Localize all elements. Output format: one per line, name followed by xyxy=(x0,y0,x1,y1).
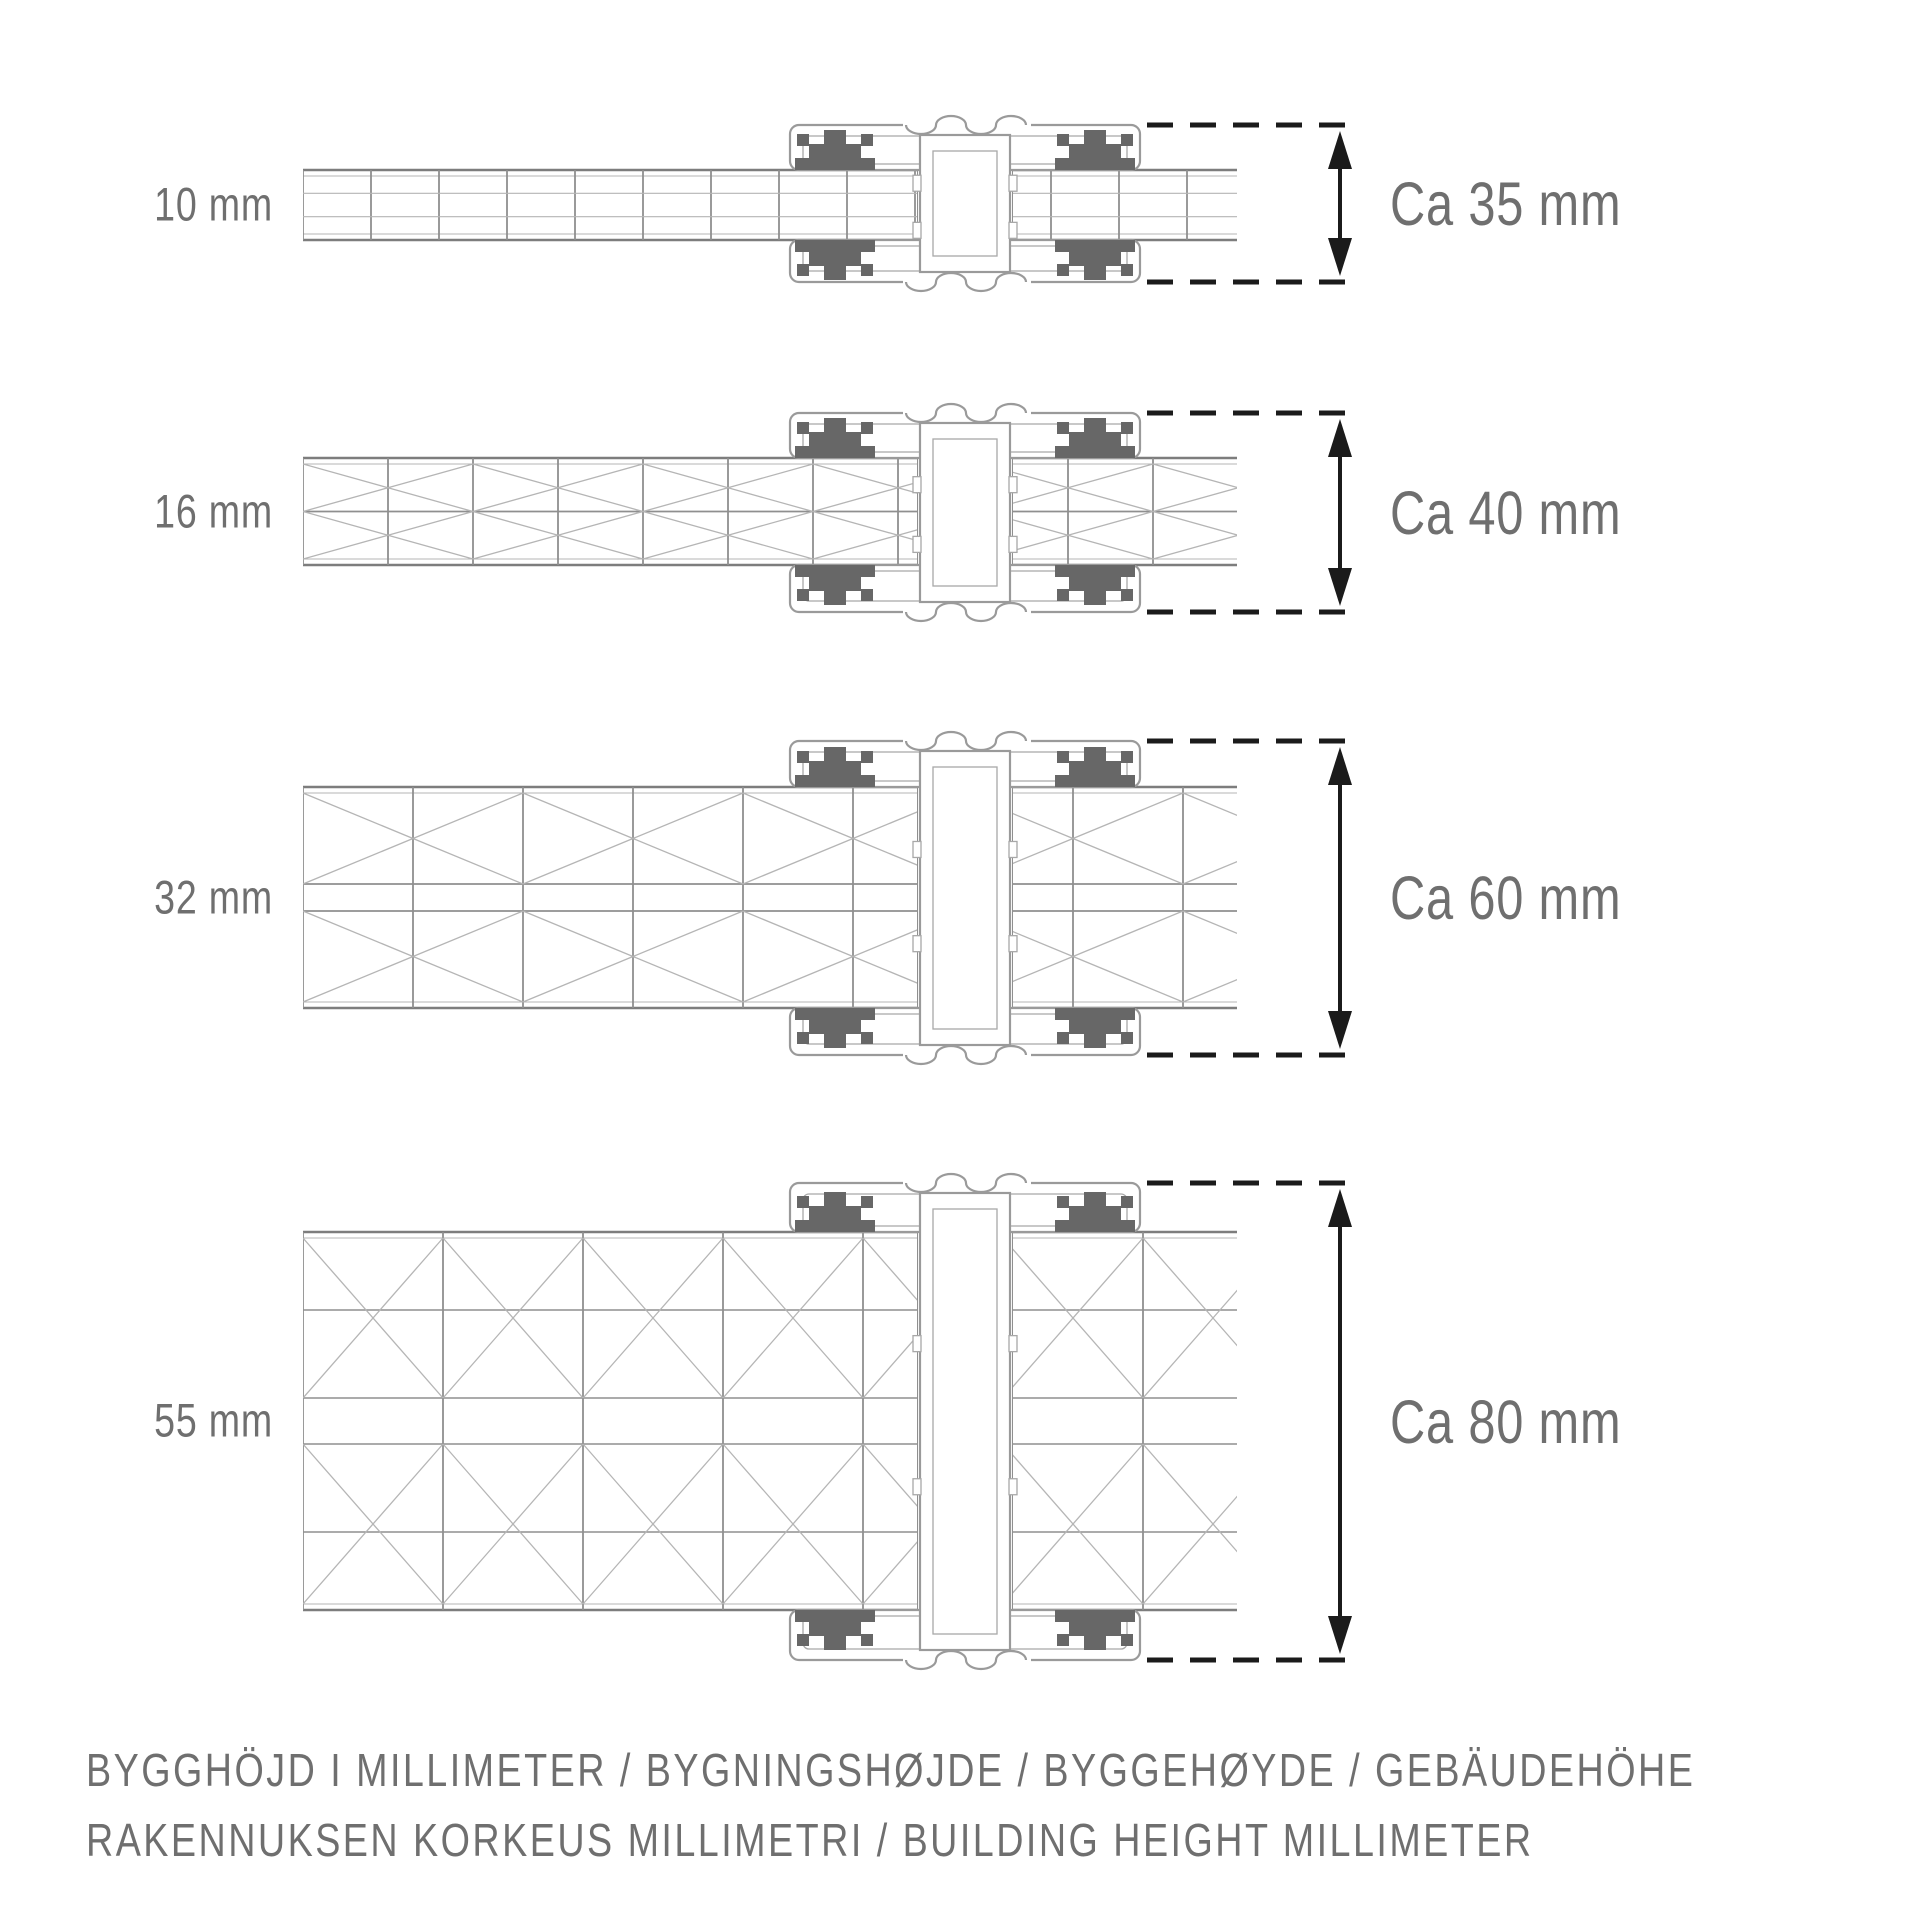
dimension-indicator-10mm xyxy=(1147,125,1362,282)
connector-profile-16mm xyxy=(790,404,1140,621)
height-dimension-label-row2: Ca 40 mm xyxy=(1390,478,1622,548)
dimension-indicator-55mm xyxy=(1147,1183,1362,1660)
connector-profile-32mm xyxy=(790,732,1140,1064)
thickness-label-row4: 55 mm xyxy=(154,1394,273,1448)
row-assembly-55mm xyxy=(303,1174,1362,1669)
thickness-label-row2: 16 mm xyxy=(154,485,273,539)
thickness-label-row1: 10 mm xyxy=(154,178,273,232)
height-dimension-label-row3: Ca 60 mm xyxy=(1390,863,1622,933)
caption-line-2: RAKENNUKSEN KORKEUS MILLIMETRI / BUILDING HEIGHT MILLIMETER xyxy=(86,1814,1534,1866)
connector-profile-10mm xyxy=(790,116,1140,291)
row-assembly-16mm xyxy=(218,404,1362,621)
height-dimension-label-row1: Ca 35 mm xyxy=(1390,169,1622,239)
panel-55mm xyxy=(303,1232,1283,1610)
caption-line-1: BYGGHÖJD I MILLIMETER / BYGNINGSHØJDE / BYGGEHØYDE / GEBÄUDEHÖHE xyxy=(86,1744,1696,1796)
connector-profile-55mm xyxy=(790,1174,1140,1669)
panel-10mm xyxy=(303,170,1237,240)
row-assembly-10mm xyxy=(303,116,1362,291)
panel-32mm xyxy=(193,787,1293,1008)
diagram-graphics xyxy=(193,116,1362,1669)
dimension-indicator-16mm xyxy=(1147,413,1362,612)
panel-16mm xyxy=(218,458,1238,565)
thickness-label-row3: 32 mm xyxy=(154,871,273,925)
height-dimension-label-row4: Ca 80 mm xyxy=(1390,1387,1622,1457)
row-assembly-32mm xyxy=(193,732,1362,1064)
